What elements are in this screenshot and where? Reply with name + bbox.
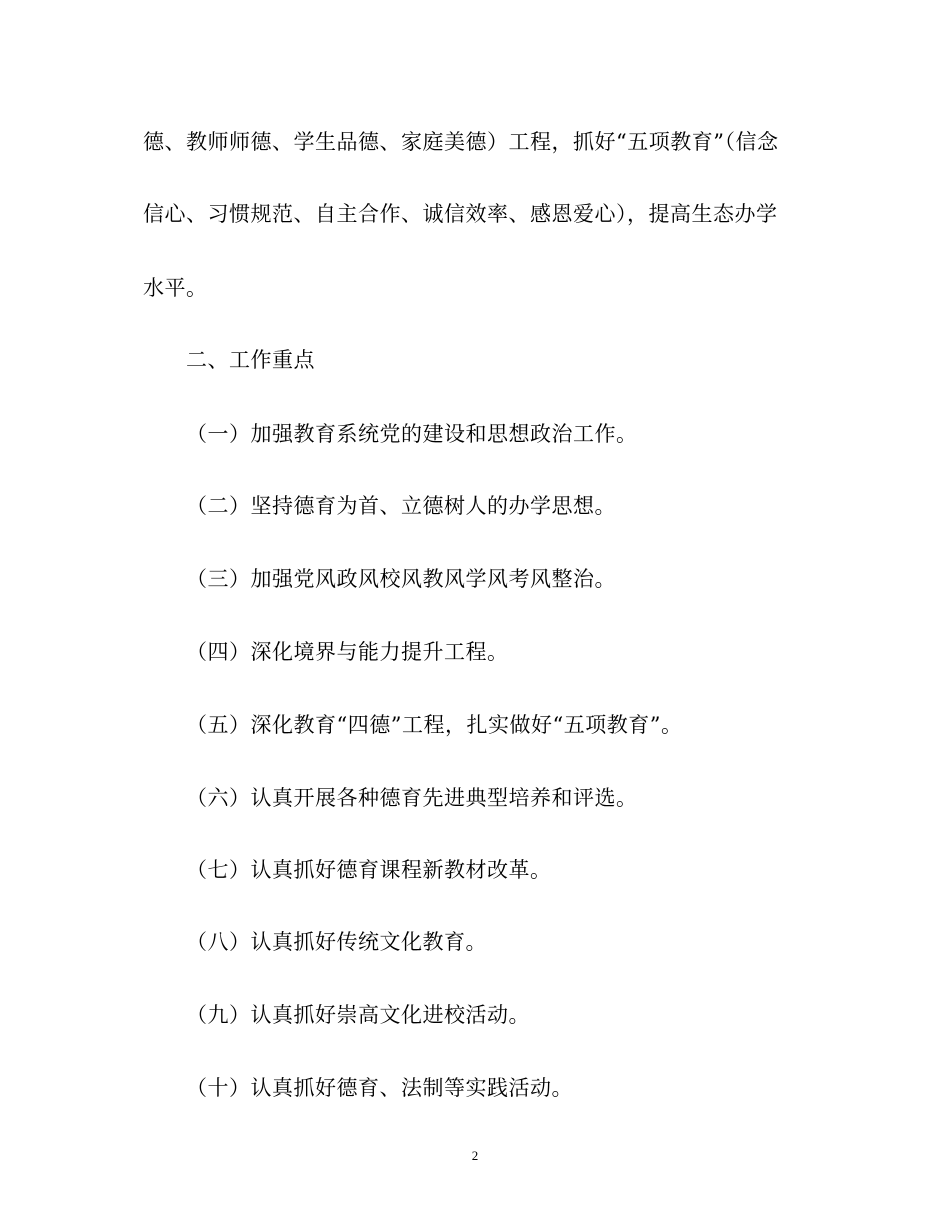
paragraph-line-3: 水平。 — [143, 276, 208, 300]
list-item-2: （二）坚持德育为首、立德树人的办学思想。 — [186, 494, 616, 518]
list-item-9: （九）认真抓好崇高文化进校活动。 — [186, 1003, 530, 1027]
section-heading: 二、工作重点 — [186, 348, 315, 372]
list-item-5: （五）深化教育“四德”工程，扎实做好“五项教育”。 — [186, 713, 683, 737]
page-number: 2 — [471, 1148, 479, 1163]
list-item-6: （六）认真开展各种德育先进典型培养和评选。 — [186, 786, 638, 810]
list-item-8: （八）认真抓好传统文化教育。 — [186, 930, 487, 954]
list-item-10: （十）认真抓好德育、法制等实践活动。 — [186, 1076, 573, 1100]
list-item-4: （四）深化境界与能力提升工程。 — [186, 640, 509, 664]
paragraph-line-2: 信心、习惯规范、自主合作、诚信效率、感恩爱心），提高生态办学 — [143, 202, 778, 226]
list-item-1: （一）加强教育系统党的建设和思想政治工作。 — [186, 422, 638, 446]
list-item-3: （三）加强党风政风校风教风学风考风整治。 — [186, 567, 616, 591]
paragraph-line-1: 德、教师师德、学生品德、家庭美德）工程，抓好“五项教育”（信念 — [143, 130, 779, 154]
list-item-7: （七）认真抓好德育课程新教材改革。 — [186, 858, 552, 882]
